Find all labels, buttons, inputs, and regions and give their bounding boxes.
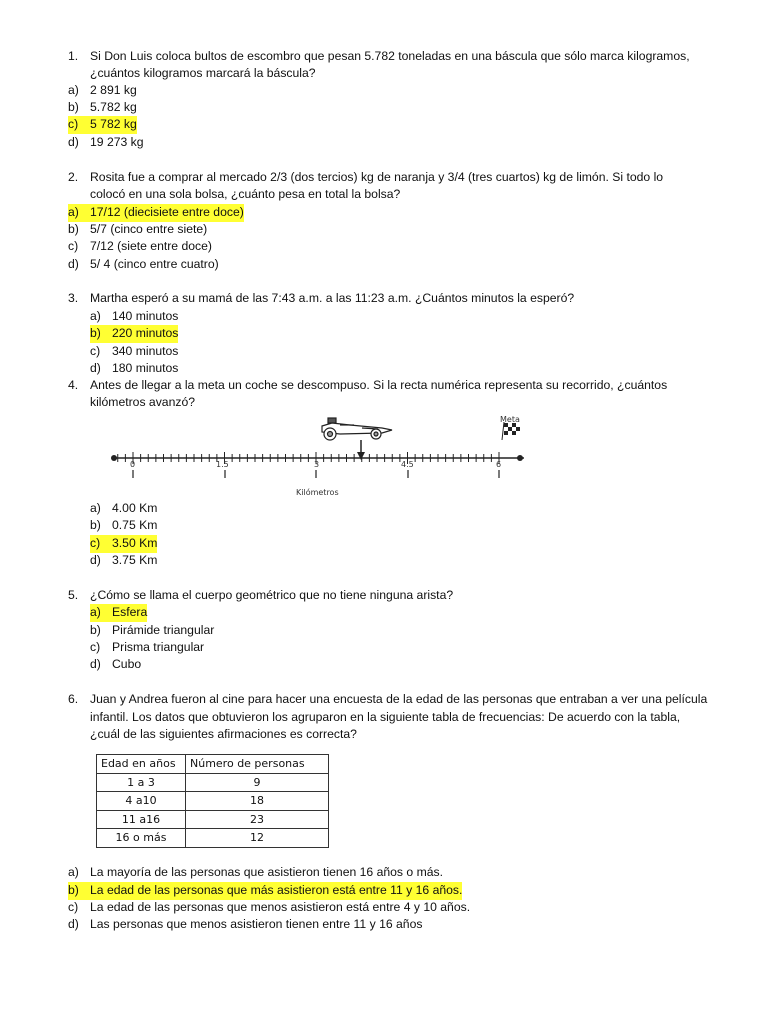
tick-label-4-5: 4.5 [401, 460, 414, 469]
q1-text-line2: ¿cuántos kilogramos marcará la báscula? [90, 66, 316, 80]
q1-option-c-highlighted: c) 5 782 kg [68, 116, 137, 134]
table-cell-count: 23 [186, 810, 329, 829]
table-cell-count: 9 [186, 773, 329, 792]
q4-option-a: a) 4.00 Km [90, 501, 158, 515]
q4-text-line2: kilómetros avanzó? [90, 395, 195, 409]
q6-text-line3: ¿cuál de las siguientes afirmaciones es correcta? [90, 727, 357, 741]
q5-option-b: b) Pirámide triangular [90, 623, 215, 637]
table-header-count: Número de personas [186, 755, 329, 774]
table-row [97, 773, 329, 792]
q1-text-line1: Si Don Luis coloca bultos de escombro que pesan 5.782 toneladas en una báscula que sólo marca kilogramos, [90, 49, 690, 63]
q1-option-d: d) 19 273 kg [68, 135, 144, 149]
q3-option-d: d) 180 minutos [90, 361, 179, 375]
q6-number: 6. [68, 692, 79, 706]
q3-option-a: a) 140 minutos [90, 309, 179, 323]
axis-start-dot [111, 455, 117, 461]
table-cell-age: 4 a10 [97, 792, 186, 811]
number-line-figure [110, 408, 530, 498]
q2-option-b: b) 5/7 (cinco entre siete) [68, 222, 208, 236]
axis-label: Kilómetros [296, 488, 339, 497]
q6-option-b-highlighted: b) La edad de las personas que más asistieron está entre 11 y 16 años. [68, 882, 462, 900]
axis-end-dot [517, 455, 523, 461]
q6-text-line1: Juan y Andrea fueron al cine para hacer una encuesta de la edad de las personas que entraban a ver una película [90, 692, 708, 706]
q5-option-a-highlighted: a) Esfera [90, 604, 147, 622]
q6-option-d: d) Las personas que menos asistieron tienen entre 11 y 16 años [68, 917, 423, 931]
q2-text-line2: colocó en una sola bolsa, ¿cuánto pesa en total la bolsa? [90, 187, 401, 201]
q3-text-line1: Martha esperó a su mamá de las 7:43 a.m. a las 11:23 a.m. ¿Cuántos minutos la esperó? [90, 291, 575, 305]
q6-text-line2: infantil. Los datos que obtuvieron los agruparon en la siguiente tabla de frecuencias: De acuerdo con la tabla, [90, 710, 681, 724]
q3-option-b-highlighted: b) 220 minutos [90, 325, 178, 343]
checkered-flag-icon [502, 422, 520, 440]
table-header-row [97, 755, 329, 774]
tick-label-1-5: 1.5 [216, 460, 229, 469]
q2-option-d: d) 5/ 4 (cinco entre cuatro) [68, 257, 219, 271]
q2-option-c: c) 7/12 (siete entre doce) [68, 239, 212, 253]
q4-text-line1: Antes de llegar a la meta un coche se descompuso. Si la recta numérica representa su recorrido, ¿cuántos [90, 378, 668, 392]
q5-option-d: d) Cubo [90, 657, 142, 671]
q3-number: 3. [68, 291, 79, 305]
q4-number: 4. [68, 378, 79, 392]
q1-number: 1. [68, 49, 79, 63]
table-cell-age: 11 a16 [97, 810, 186, 829]
q6-option-c: c) La edad de las personas que menos asistieron está entre 4 y 10 años. [68, 900, 471, 914]
q5-text-line1: ¿Cómo se llama el cuerpo geométrico que no tiene ninguna arista? [90, 588, 454, 602]
q5-option-c: c) Prisma triangular [90, 640, 205, 654]
race-car-icon [322, 418, 392, 440]
tick-label-3: 3 [314, 460, 320, 469]
table-header-age: Edad en años [97, 755, 186, 774]
q5-number: 5. [68, 588, 79, 602]
q3-option-c: c) 340 minutos [90, 344, 179, 358]
table-cell-age: 1 a 3 [97, 773, 186, 792]
q2-option-a-highlighted: a) 17/12 (diecisiete entre doce) [68, 204, 244, 222]
q1-option-a: a) 2 891 kg [68, 83, 137, 97]
q2-number: 2. [68, 170, 79, 184]
q6-option-a: a) La mayoría de las personas que asistieron tienen 16 años o más. [68, 865, 443, 879]
table-row [97, 792, 329, 811]
table-cell-age: 16 o más [97, 829, 186, 848]
q1-option-b: b) 5.782 kg [68, 100, 137, 114]
tick-label-6: 6 [496, 460, 502, 469]
meta-label: Meta [500, 415, 520, 424]
number-line-svg [110, 408, 530, 498]
q2-text-line1: Rosita fue a comprar al mercado 2/3 (dos tercios) kg de naranja y 3/4 (tres cuartos) kg de limón. Si todo lo [90, 170, 664, 184]
q4-option-d: d) 3.75 Km [90, 553, 158, 567]
car-pointer-arrowhead [357, 452, 365, 460]
q4-option-c-highlighted: c) 3.50 Km [90, 535, 157, 553]
table-row [97, 829, 329, 848]
tick-label-0: 0 [130, 460, 136, 469]
frequency-table [96, 754, 329, 848]
table-row [97, 810, 329, 829]
table-cell-count: 12 [186, 829, 329, 848]
q4-option-b: b) 0.75 Km [90, 518, 158, 532]
table-cell-count: 18 [186, 792, 329, 811]
